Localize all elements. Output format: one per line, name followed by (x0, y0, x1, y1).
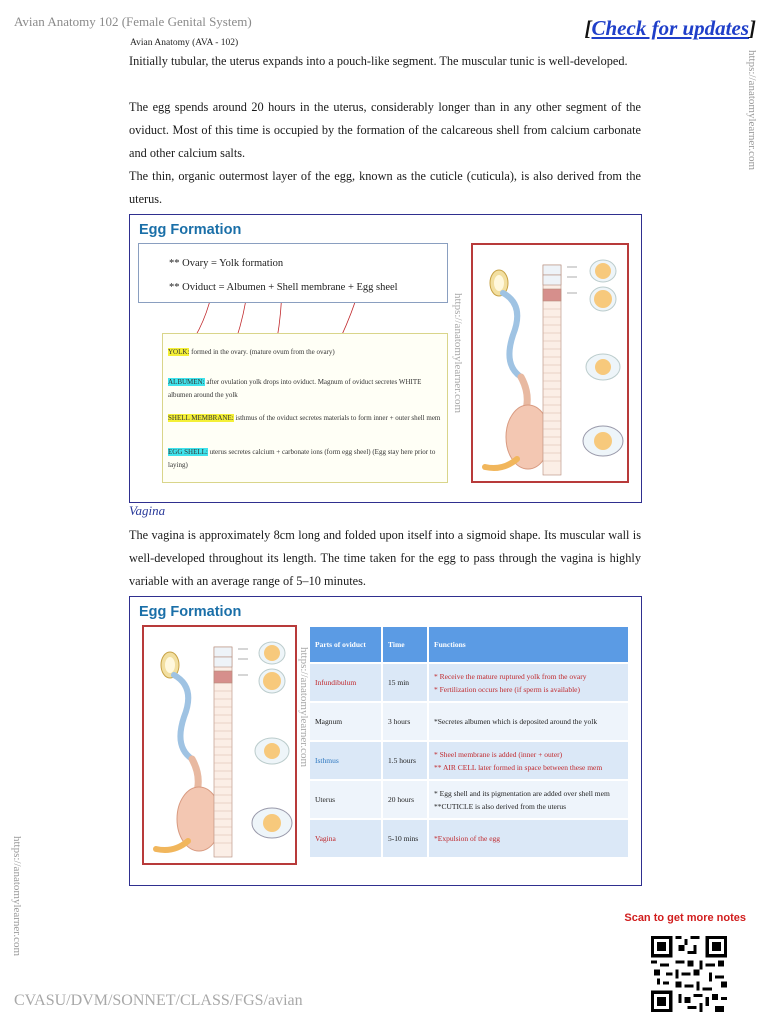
footer-path: CVASU/DVM/SONNET/CLASS/FGS/avian (14, 992, 303, 1009)
egg-formation-figure-2 (129, 596, 642, 886)
updates-bracket-open: [ (584, 16, 592, 40)
oviduct-illustration-icon (473, 245, 627, 481)
header-parts: Parts of oviduct (310, 627, 382, 663)
note-yolk: YOLK: formed in the ovary. (mature ovum from the ovary) (168, 348, 335, 356)
cell-time: 5-10 mins (382, 819, 428, 858)
note-shell-membrane: SHELL MEMBRANE: isthmus of the oviduct secretes materials to form inner + outer shell mem (168, 414, 441, 422)
side-watermark-right: https://anatomylearner.com (746, 50, 758, 171)
table-header-row (310, 627, 629, 663)
cell-functions: *Secretes albumen which is deposited around the yolk (428, 702, 629, 741)
cell-time: 3 hours (382, 702, 428, 741)
notes-panel (162, 333, 448, 483)
formula-ovary: ** Ovary = Yolk formation (169, 258, 284, 269)
paragraph-uterus-time: The egg spends around 20 hours in the uterus, considerably longer than in any other segment of the oviduct. Most of this time is occupied by the formation of the calcareous shell from calcium carbonate and other calcium salts. (129, 100, 641, 160)
cell-functions: *Expulsion of the egg (428, 819, 629, 858)
cell-functions: * Egg shell and its pigmentation are added over shell mem **CUTICLE is also derived from the uterus (428, 780, 629, 819)
table-row (310, 780, 629, 819)
cell-functions: * Sheel membrane is added (inner + outer) ** AIR CELL later formed in space between these mem (428, 741, 629, 780)
note-albumen: ALBUMEN: after ovulation yolk drops into oviduct. Magnum of oviduct secretes WHITE albumen around the yolk (168, 378, 422, 399)
vagina-heading: Vagina (129, 503, 166, 518)
header-functions: Functions (428, 627, 629, 663)
cell-functions: * Receive the mature ruptured yolk from the ovary * Fertilization occurs here (if sperm is available) (428, 663, 629, 702)
header-time: Time (382, 627, 428, 663)
oviduct-illustration-frame-2 (142, 625, 297, 865)
cell-part: Vagina (310, 819, 382, 858)
check-for-updates (585, 16, 757, 41)
note-term: YOLK: (168, 348, 190, 356)
figure-watermark: https://anatomylearner.com (452, 293, 464, 414)
figure-2-title: Egg Formation (139, 604, 242, 620)
document-running-title: Avian Anatomy 102 (Female Genital System) (14, 14, 252, 29)
cell-part: Magnum (310, 702, 382, 741)
table-row (310, 741, 629, 780)
course-code: Avian Anatomy (AVA - 102) (130, 38, 239, 48)
note-egg-shell: EGG SHELL: uterus secretes calcium + carbonate ions (form egg sheel) (Egg stay here prior to laying) (168, 448, 436, 469)
table-row (310, 819, 629, 858)
formula-panel (138, 243, 448, 303)
paragraph-vagina: The vagina is approximately 8cm long and folded upon itself into a sigmoid shape. Its muscular wall is well-developed throughout its length. The time taken for the egg to pass through the vagina is highly variable with an average range of 5–10 minutes. (129, 528, 641, 588)
note-term: ALBUMEN: (168, 378, 205, 386)
paragraph-cuticle: The thin, organic outermost layer of the egg, known as the cuticle (cuticula), is also derived from the uterus. (129, 169, 641, 206)
formula-oviduct: ** Oviduct = Albumen + Shell membrane + Egg sheel (169, 282, 398, 293)
egg-formation-figure-1 (129, 214, 642, 503)
cell-part: Uterus (310, 780, 382, 819)
cell-part: Isthmus (310, 741, 382, 780)
figure-1-title: Egg Formation (139, 222, 242, 238)
side-watermark-left: https://anatomylearner.com (11, 836, 23, 957)
check-for-updates-link[interactable]: Check for updates (591, 16, 749, 40)
qr-code-icon[interactable] (651, 936, 727, 1012)
oviduct-parts-table (310, 627, 630, 859)
cell-time: 1.5 hours (382, 741, 428, 780)
note-term: EGG SHELL: (168, 448, 208, 456)
table-row (310, 702, 629, 741)
oviduct-illustration-icon (144, 627, 295, 863)
scan-prompt: Scan to get more notes (624, 912, 746, 924)
note-term: SHELL MEMBRANE: (168, 414, 234, 422)
paragraph-uterus-shape: Initially tubular, the uterus expands into a pouch-like segment. The muscular tunic is well-developed. (129, 54, 628, 68)
table-row (310, 663, 629, 702)
cell-part: Infundibulum (310, 663, 382, 702)
updates-bracket-close: ] (749, 16, 756, 40)
cell-time: 15 min (382, 663, 428, 702)
figure-2-watermark: https://anatomylearner.com (298, 647, 310, 768)
cell-time: 20 hours (382, 780, 428, 819)
oviduct-illustration-frame (471, 243, 629, 483)
